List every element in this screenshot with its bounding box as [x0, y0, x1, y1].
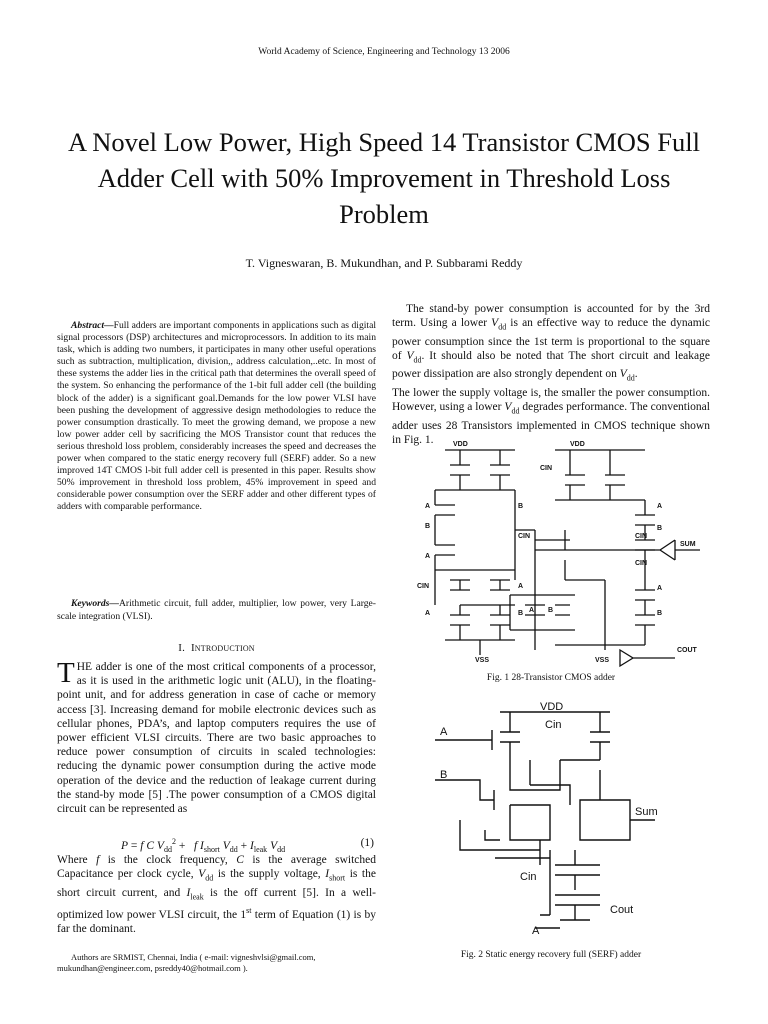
where-s3: is the average switched Capacitance per clock cycle, [57, 854, 376, 881]
rp1-d3: dd [626, 373, 635, 383]
keywords-text: Arithmetic circuit, full adder, multiplier, low power, very Large-scale integration (VLSI). [57, 598, 376, 622]
eq-dd3: dd [277, 845, 286, 855]
fig2-a: A [440, 726, 448, 738]
fig2-sum: Sum [635, 806, 658, 818]
fig2-cout: Cout [610, 904, 634, 916]
eq-i-short: I [200, 839, 204, 852]
fig1-vss-right: VSS [595, 657, 610, 664]
where-s4: is the supply voltage, [213, 868, 326, 881]
where-s6: is the off current [5]. In a well-optimized low power VLSI circuit, the 1 [57, 886, 376, 922]
rp1-s3: . It should also be noted that The short circuit and leakage power dissipation are also strongly dependent on [392, 349, 710, 381]
abstract-text: Full adders are important components in applications such as digital signal processors (DSP) architectures and microprocessors. In addition to its main task, which is adding two numbers, it participates in many other useful operations such as subtraction, multiplication, division,, address calculation,..etc. In most of these systems the adder lies in the critical path that determines the overall speed of the system. So enhancing the performance of the 1-bit full adder cell (the building block of the adder) is a significant goal.Demands for the low power VLSI have been pushing the development of aggressive design methodologies to reduce the power consumption drastically. To meet the growing demand, we propose a new low power adder cell by sacrificing the MOS Transistor count that reduces the serious threshold loss problem, considerably increases the speed and decreases the power when compared to the static energy recovery full (SERF) adder. So a new improved 14T CMOS l-bit full adder cell is presented in this paper. Results show 50% improvement in threshold loss problem, 45% improvement in speed and considerable power consumption over the SERF adder and other different types of adders with comparable performance. [57, 320, 376, 513]
fig1-b3: B [518, 610, 524, 617]
fig2-schematic [420, 700, 690, 940]
fig1-a2: A [425, 553, 431, 560]
fig1-b4: B [657, 525, 663, 532]
fig1-a5: A [657, 503, 663, 510]
fig1-cin5: CIN [635, 560, 648, 567]
where-i-short: I [325, 868, 330, 881]
rp1-d2: dd [413, 355, 422, 365]
rp1-s4: . [634, 368, 638, 381]
abstract-label: Abstract— [71, 320, 114, 331]
rp2-v1: V [504, 401, 512, 414]
where-v: V [198, 868, 206, 881]
running-header: World Academy of Science, Engineering and Technology 13 2006 [258, 47, 510, 57]
eq-f: f [140, 839, 144, 852]
eq-dd: dd [163, 845, 172, 855]
eq-dd2: dd [229, 845, 238, 855]
fig1-cin2: CIN [417, 583, 430, 590]
fig2-caption: Fig. 2 Static energy recovery full (SERF) adder [460, 950, 642, 960]
paper-title: A Novel Low Power, High Speed 14 Transistor CMOS Full Adder Cell with 50% Improvement in Threshold Loss Problem [67, 127, 701, 229]
where-paragraph [57, 853, 376, 936]
fig1-a7: A [529, 607, 535, 614]
section-heading [57, 642, 376, 654]
eq-v: V [156, 839, 164, 852]
rp1-d1: dd [498, 322, 507, 332]
where-s7: term of Equation (1) is by far the dominant. [57, 909, 376, 936]
intro-paragraph [57, 657, 376, 816]
fig1-cin1: CIN [518, 533, 531, 540]
where-s1: Where [57, 854, 97, 866]
right-column-text [392, 302, 710, 447]
section-number: I. [178, 642, 186, 654]
fig1-vdd-right: VDD [570, 441, 585, 448]
abstract [57, 320, 376, 514]
rp2-s2: degrades performance. The conventional adder uses 28 Transistors implemented in CMOS technique shown in Fig. 1. [392, 401, 710, 446]
fig2-vdd: VDD [540, 701, 564, 713]
fig1-cout: COUT [677, 647, 697, 654]
rp2-d1: dd [511, 406, 520, 416]
where-s2: is the clock frequency, [99, 854, 237, 866]
fig2-b: B [440, 769, 448, 781]
section-title: Introduction [190, 642, 255, 654]
where-leak: leak [190, 892, 204, 901]
eq-f2: f [193, 839, 198, 852]
eq-i-leak: I [250, 839, 254, 852]
eq-v2: V [222, 839, 230, 852]
where-s5: is the short circuit current, and [57, 868, 376, 899]
fig1-b2: B [425, 523, 431, 530]
eq-c: C [146, 839, 155, 852]
fig2-cin2: Cin [520, 871, 537, 883]
where-short: short [329, 873, 346, 883]
where-c: C [236, 854, 244, 866]
eq-short: short [203, 845, 220, 855]
intro-text: HE adder is one of the most critical components of a processor, as it is used in the arithmetic logic unit (ALU), in the floating-point unit, and for address generation in case of cache or memory access [3]. Increasing demand for mobile electronic devices such as cellular phones, PDA’s, and laptop computers requires the use of power efficient VLSI circuits. There are two basic approaches to reduce power consumption of circuits in scaled technologies: reducing the dynamic power consumption during the active mode operation of the device and the reduction of leakage current during the stand-by mode [5] .The power consumption of a CMOS digital circuit can be represented as [57, 661, 376, 816]
fig1-cin4: CIN [635, 533, 648, 540]
where-f: f [96, 854, 100, 866]
fig2-cin: Cin [545, 719, 562, 731]
eq-leak: leak [253, 845, 268, 855]
fig1-b5: B [657, 610, 663, 617]
fig1-b1: B [518, 503, 524, 510]
rp2-s1: The lower the supply voltage is, the smaller the power consumption. However, using a lower [392, 386, 710, 414]
equation-number: (1) [360, 837, 374, 849]
fig1-sum: SUM [680, 541, 696, 548]
author-footnote: Authors are SRMIST, Chennai, India ( e-mail: vigneshvlsi@gmail.com, mukundhan@engineer.com, psreddy40@hotmail.com ). [57, 952, 316, 973]
eq-p: P [121, 839, 129, 852]
rp1-v2: V [406, 349, 414, 362]
where-i-leak: I [186, 886, 191, 899]
fig1-a3: A [518, 583, 524, 590]
fig1-schematic [405, 430, 705, 670]
keywords-label: Keywords— [71, 598, 119, 609]
standby-paragraph [392, 302, 710, 386]
fig1-vdd-left: VDD [453, 441, 468, 448]
drop-cap: T [57, 657, 75, 689]
fig1-caption: Fig. 1 28-Transistor CMOS adder [486, 673, 616, 683]
keywords [57, 598, 376, 623]
fig1-a1: A [425, 503, 431, 510]
author-list: T. Vigneswaran, B. Mukundhan, and P. Subbarami Reddy [245, 256, 523, 270]
rp1-v3: V [619, 368, 627, 381]
fig1-b6: B [548, 607, 554, 614]
eq-sq: 2 [171, 837, 176, 846]
fig1-vss-left: VSS [475, 657, 490, 664]
where-st: st [246, 906, 252, 916]
fig1-cin3: CIN [540, 465, 553, 472]
fig2-a2: A [532, 925, 540, 937]
rp1-v1: V [491, 317, 499, 330]
fig1-a6: A [657, 585, 663, 592]
rp1-s1: The stand-by power consumption is accounted for by the 3rd term. Using a lower [392, 303, 710, 330]
fig1-a4: A [425, 610, 431, 617]
rp1-s2: is an effective way to reduce the dynamic power consumption since the 1st term is proportional to the square of [392, 317, 710, 362]
eq-v3: V [270, 839, 278, 852]
where-dd: dd [205, 873, 214, 883]
